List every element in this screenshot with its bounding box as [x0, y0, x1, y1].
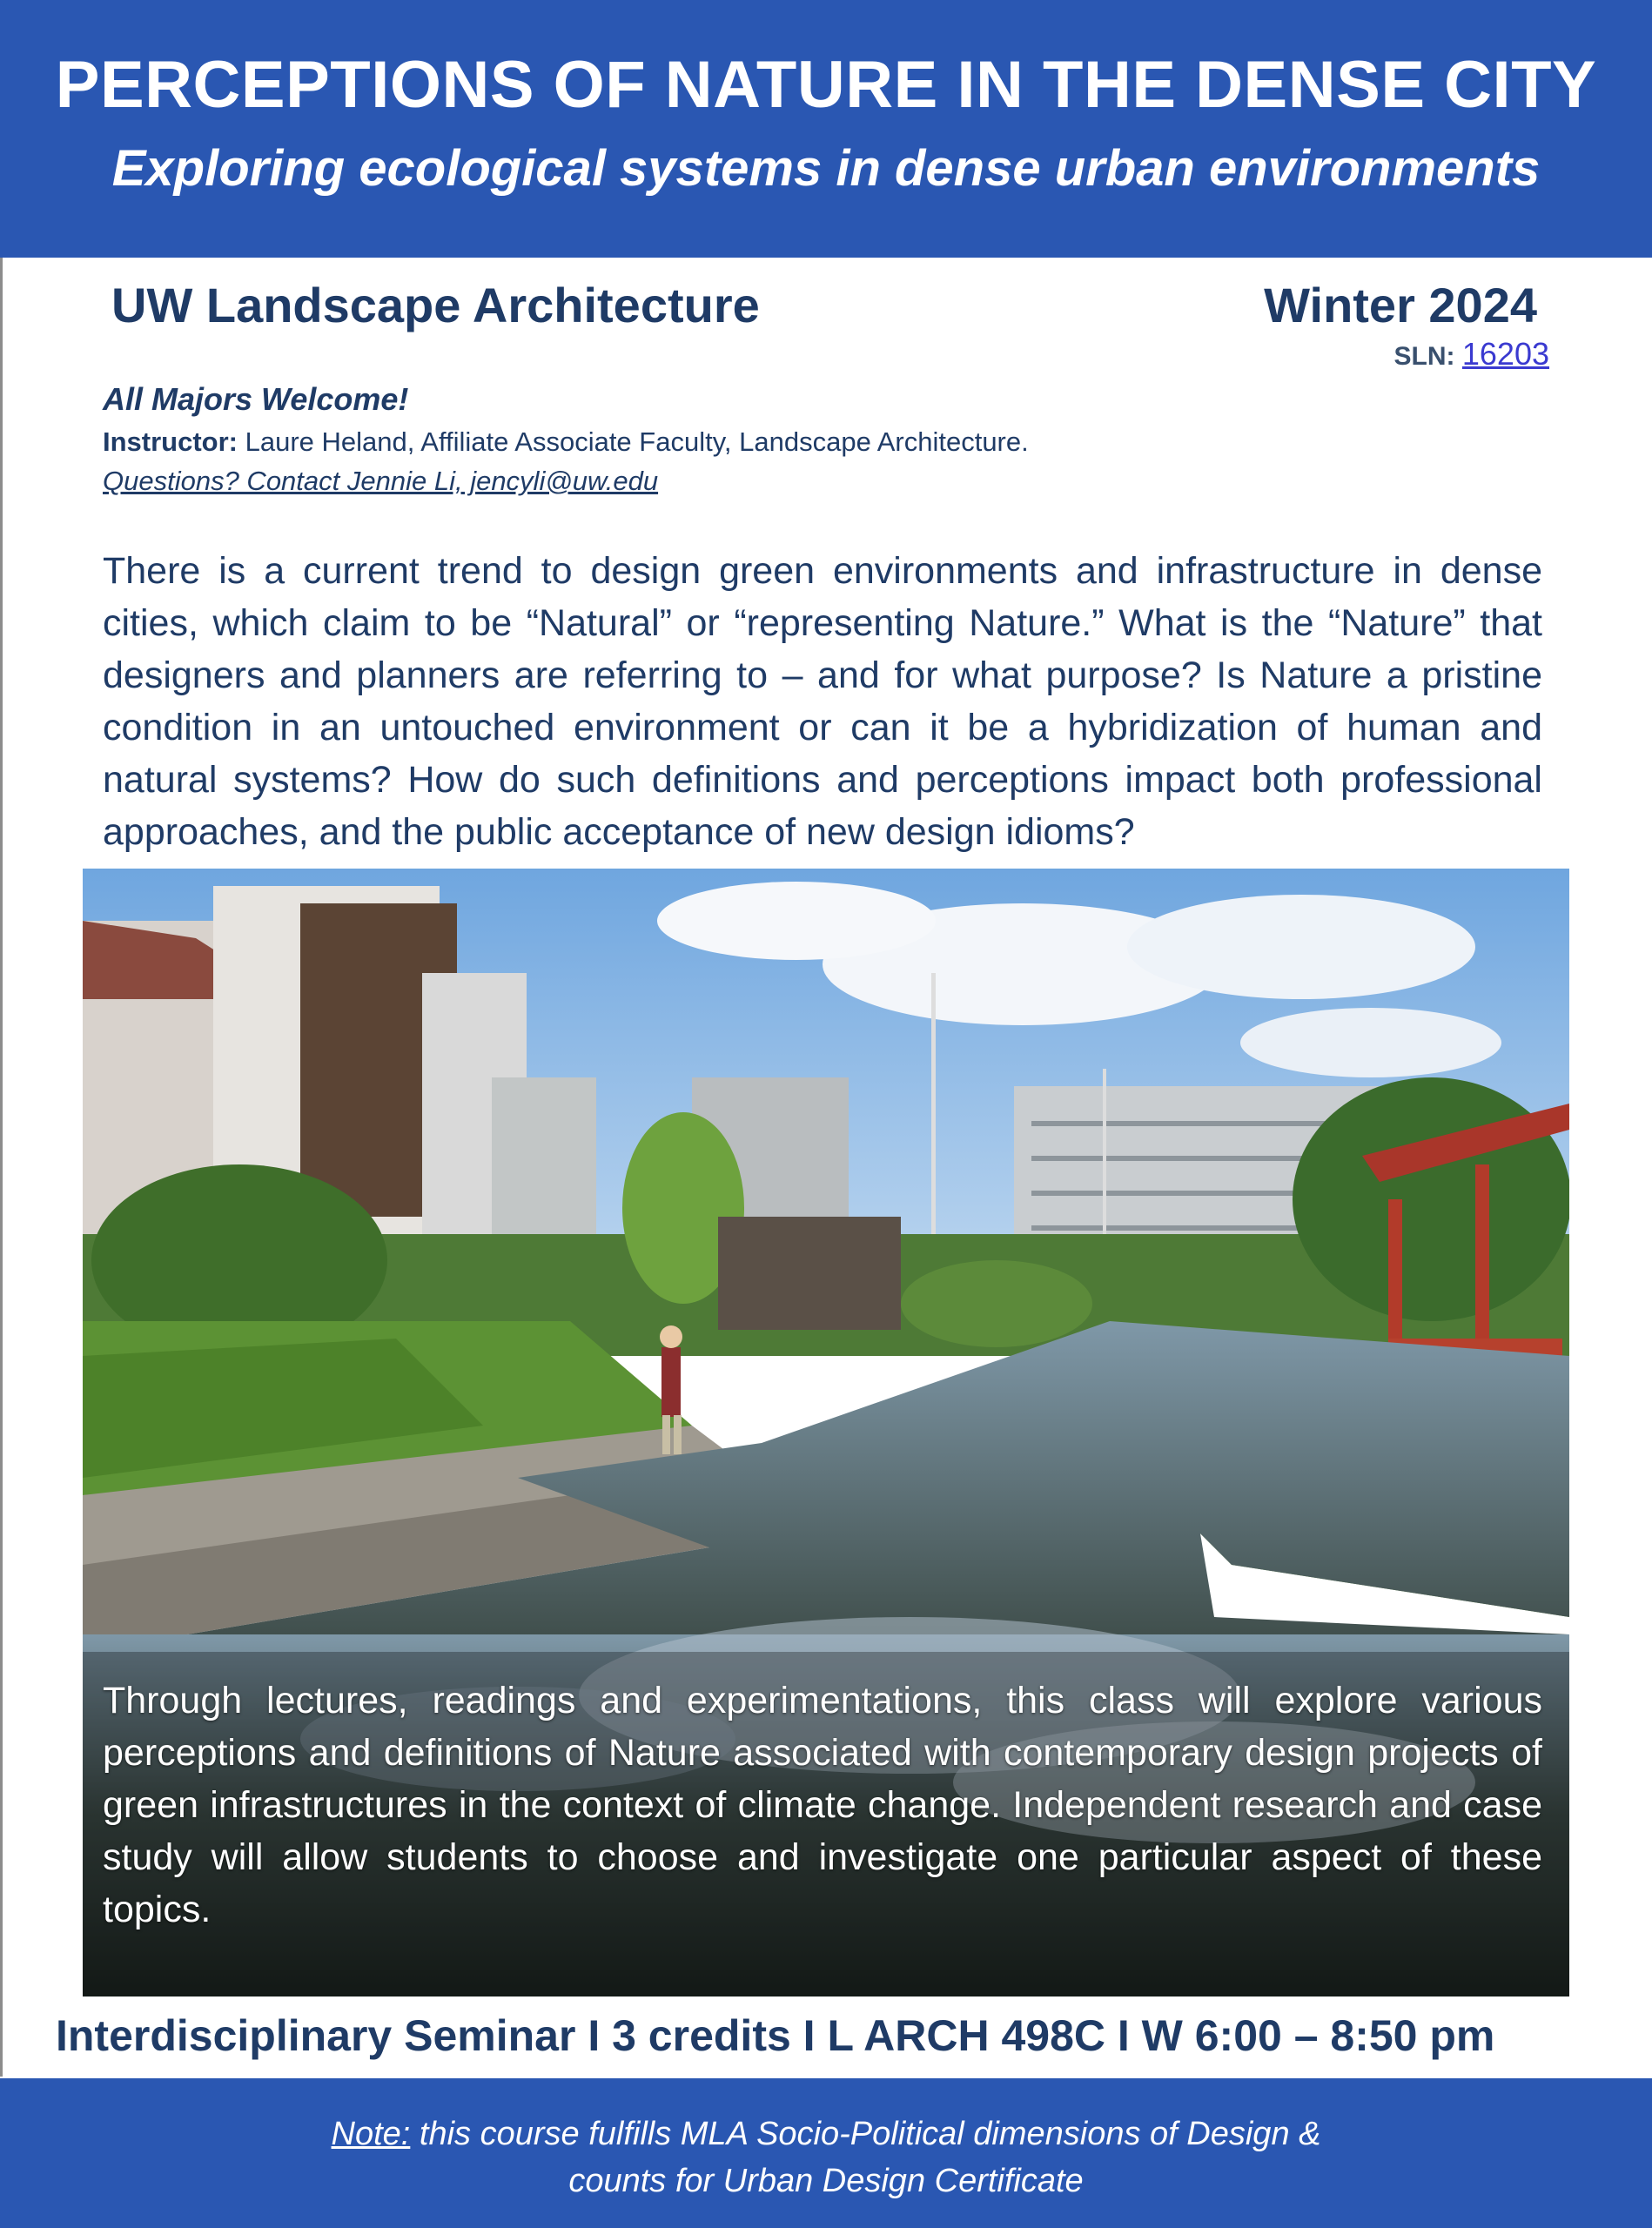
course-details-line: Interdisciplinary Seminar I 3 credits I L ARCH 498C I W 6:00 – 8:50 pm	[56, 2011, 1495, 2060]
photo-overlay-paragraph: Through lectures, readings and experimentations, this class will explore various perceptions and definitions of Nature associated with contemporary design projects of green infrastructures in the context of climate change. Independent research and case study will allow students to choose and investigate one particular aspect of these topics.	[103, 1680, 1542, 1930]
sln-link[interactable]: 16203	[1461, 336, 1549, 372]
instructor-label: Instructor:	[103, 426, 238, 457]
term-heading: Winter 2024	[1264, 278, 1537, 332]
page-title: PERCEPTIONS OF NATURE IN THE DENSE CITY	[55, 48, 1597, 122]
left-border-rule	[0, 258, 3, 2077]
footer-line-2: counts for Urban Design Certificate	[568, 2163, 1084, 2199]
footer-line-1	[0, 2111, 1652, 2157]
sln-label: SLN:	[1393, 342, 1455, 371]
welcome-text: All Majors Welcome!	[103, 381, 409, 417]
header-banner	[0, 0, 1652, 258]
intro-paragraph: There is a current trend to design green environments and infrastructure in dense cities, which claim to be “Natural” or “representing Nature.” What is the “Nature” that designers and planners are referring to – and for what purpose? Is Nature a pristine condition in an untouched environment or can it be a hybridization of human and natural systems? How do such definitions and perceptions impact both professional approaches, and the public acceptance of new design idioms?	[103, 550, 1542, 853]
footer-banner	[0, 2078, 1652, 2228]
department-heading: UW Landscape Architecture	[111, 278, 760, 332]
page-subtitle: Exploring ecological systems in dense urban environments	[111, 140, 1541, 197]
footer-line-1-text: this course fulfills MLA Socio-Political dimensions of Design &	[410, 2116, 1321, 2152]
contact-link[interactable]: Questions? Contact Jennie Li, jencyli@uw.edu	[103, 466, 659, 496]
instructor-text: Laure Heland, Affiliate Associate Faculty, Landscape Architecture.	[245, 426, 1029, 457]
sln-line	[1394, 336, 1549, 372]
footer-note-label: Note:	[331, 2116, 411, 2152]
instructor-line	[103, 426, 1029, 458]
